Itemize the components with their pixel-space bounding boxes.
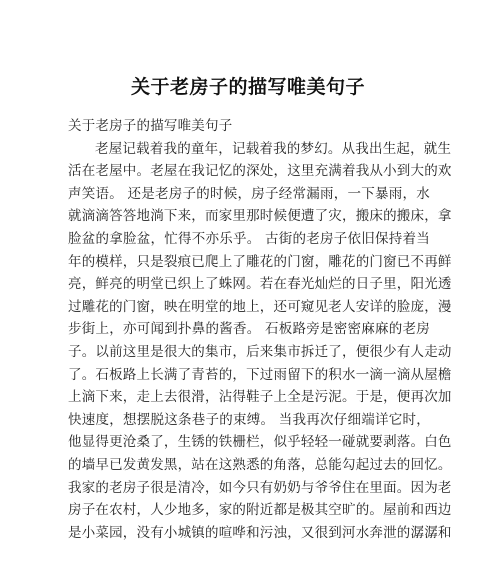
text-line: 步街上，亦可闻到扑鼻的酱香。 石板路旁是密密麻麻的老房 — [68, 321, 430, 338]
text-line: 亮，鲜亮的明堂已织上了蛛网。若在春光灿烂的日子里，阳光透 — [68, 276, 452, 293]
text-line: 声笑语。 还是老房子的时候，房子经常漏雨，一下暴雨，水 — [68, 185, 430, 202]
text-line: 房子在农村，人少地多，家的附近都是极其空旷的。屋前和西边 — [68, 502, 452, 519]
text-line: 活在老屋中。老屋在我记忆的深处，这里充满着我从小到大的欢 — [68, 163, 452, 180]
text-line: 过雕花的门窗，映在明堂的地上，还可窥见老人安详的脸庞，漫 — [68, 298, 452, 315]
text-line: 是小菜园，没有小城镇的喧哗和污浊，又很到河水奔泄的潺潺和 — [68, 524, 452, 541]
text-line: 就滴滴答答地淌下来，而家里那时候便遭了灾，搬床的搬床，拿 — [68, 208, 452, 225]
text-line: 年的模样，只是裂痕已爬上了雕花的门窗，雕花的门窗已不再鲜 — [68, 253, 452, 270]
body-text — [68, 115, 452, 544]
text-line: 的墙早已发黄发黑，站在这熟悉的角落，总能勾起过去的回忆。 — [68, 456, 452, 473]
text-line: 快速度，想摆脱这条巷子的束缚。 当我再次仔细端详它时， — [68, 411, 430, 428]
text-line: 关于老房子的描写唯美句子 — [68, 118, 233, 134]
page-title: 关于老房子的描写唯美句子 — [130, 76, 365, 98]
text-line: 他显得更沧桑了，生锈的铁栅栏，似乎轻轻一碰就要剥落。白色 — [68, 434, 452, 451]
text-line: 上滴下来，走上去很滑，沾得鞋子上全是污泥。于是，便再次加 — [68, 389, 452, 406]
text-line: 子。以前这里是很大的集市，后来集市拆迁了，便很少有人走动 — [68, 343, 452, 360]
text-line: 老屋记载着我的童年，记载着我的梦幻。从我出生起，就生 — [95, 140, 452, 157]
text-line: 了。石板路上长满了青苔的，下过雨留下的积水一滴一滴从屋檐 — [68, 366, 452, 383]
text-line: 脸盆的拿脸盆，忙得不亦乐乎。 古街的老房子依旧保持着当 — [68, 230, 430, 247]
text-line: 我家的老房子很是清冷，如今只有奶奶与爷爷住在里面。因为老 — [68, 479, 452, 496]
